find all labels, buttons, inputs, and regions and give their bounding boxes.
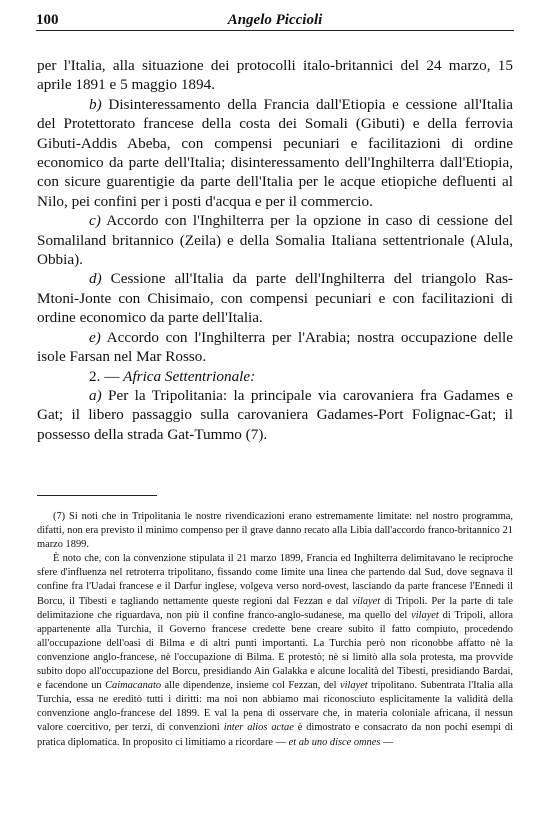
item-label: b) — [89, 95, 102, 113]
footnote-7 — [37, 510, 513, 552]
page-number: 100 — [36, 12, 59, 28]
footnote-text: È noto che, con la convenzione stipulata il 21 marzo 1899, Francia ed Inghilterra delimitavano le reciproche sfere d'influenza nel retroterra tripolitano, fissando come limite una linea che partendo dal Sud, dove segnava il confine fra l'Uadai francese e il Darfur inglese, volgeva verso nord-ovest, lasciando da parte francese l'Ennedi il Borcu, il Tibesti e tagliando nettamente queste regioni dal Fezzan e dal — [37, 553, 513, 607]
section-number: 2. — — [89, 367, 124, 385]
italic-term: et ab uno disce omnes — [288, 736, 381, 748]
footnote-text: alle dipendenze, insieme col Fezzan, del — [161, 680, 340, 692]
item-label: e) — [89, 328, 101, 346]
footnote-text: tripolitano. Subentrata l'Italia alla Turchia, essa ne ereditò tutti i diritti: ma noi non abbiamo mai riconosciuto esplicitamente la validità della convenzione anglo-francese del 1899. E val la pena di osservare che, in materia coloniale africana, il nessun valore coercitivo, per terzi, di convenzioni — [37, 680, 513, 734]
footnote-separator — [37, 495, 157, 496]
paragraph-d — [37, 269, 513, 327]
footnote-text: è dimostrato e consacrato da non pochi esempi di pratica diplomatica. In proposito ci limitiamo a ricordare — — [37, 722, 514, 748]
paragraph-a — [37, 386, 513, 444]
item-label: d) — [89, 270, 102, 288]
paragraph-text: Accordo con l'Inghilterra per la opzione in caso di cessione del Somaliland britannico (Zeila) e della Somalia Italiana settentrionale (Alula, Obbia). — [37, 212, 513, 269]
item-label: c) — [89, 212, 101, 230]
paragraph-text: Disinteressamento della Francia dall'Etiopia e cessione all'Italia del Protettorato francese della costa dei Somali (Gibuti) e della ferrovia Gibuti-Addis Abeba, con compensi pecuniari e facilitazioni di ordine economico da parte dell'Italia; disinteressamento dell'Inghilterra dall'Etiopia, con sicure guarentigie da parte dell'Italia per le acque etiopiche defluenti al Nilo, pei confini per i posti d'acqua e per il commercio. — [37, 95, 513, 210]
italic-term: vilayet — [352, 595, 381, 607]
italic-term: Caimacanato — [105, 680, 162, 692]
main-text — [37, 56, 513, 444]
italic-term: inter alios actae — [223, 722, 294, 734]
running-title-author: Angelo Piccioli — [227, 12, 323, 28]
paragraph-continuation — [37, 56, 513, 95]
footnote-text: di Tripoli, allora appartenente alla Turchia, il Governo francese credette bene creare subito il fatto compiuto, procedendo all'occupazione dell'oasi di Bilma e di altri punti importanti. La Turchia però non riconobbe affatto nè la convenzione anglo-francese, nè l'occupazione di Bilma. E protestò; nè si limitò alla sola protesta, ma provvide subito dopo all'occupazione del Borcu, presidiando Ain Galakka e alcune località del Tibesti, presidiando Bardai, e facendone un — [37, 609, 513, 692]
section-heading-2 — [37, 367, 513, 386]
footnote-text: — — [380, 736, 394, 748]
section-title: Africa Settentrionale: — [123, 367, 256, 385]
paragraph-text: Accordo con l'Inghilterra per l'Arabia; nostra occupazione delle isole Farsan nel Mar Rosso. — [37, 328, 513, 366]
footnote-text: (7) Si noti che in Tripolitania le nostre rivendicazioni erano estremamente limitate: nel nostro programma, difatti, non era previsto il minimo compenso per il grave danno recato alla Libia dall'accordo franco-britannico 21 marzo 1899. — [37, 511, 513, 551]
italic-term: vilayet — [411, 609, 439, 621]
paragraph-b — [37, 95, 513, 211]
paragraph-text: Cessione all'Italia da parte dell'Inghilterra del triangolo Ras-Mtoni-Jonte con Chisimaio, con compensi pecuniari e con facilitazioni di ordine economico da parte dell'Italia. — [37, 270, 513, 327]
paragraph-c — [37, 211, 513, 269]
footnote-7-continued — [37, 552, 513, 749]
footnotes — [37, 510, 513, 750]
running-header — [36, 8, 514, 31]
paragraph-e — [37, 328, 513, 367]
paragraph-text: Per la Tripolitania: la principale via carovaniera fra Gadames e Gat; il libero passaggio sulla carovaniera Gadames-Port Folignac-Gat; il possesso della strada Gat-Tummo (7). — [37, 386, 513, 443]
italic-term: vilayet — [340, 680, 368, 692]
footnote-text: di Tripoli. Per la parte di tale delimitazione che riguardava, non più il confine franco-anglo-sudanese, ma quello del — [37, 595, 513, 621]
item-label: a) — [89, 386, 102, 404]
paragraph-text: per l'Italia, alla situazione dei protocolli italo-britannici del 24 marzo, 15 aprile 1891 e 5 maggio 1894. — [37, 57, 513, 94]
